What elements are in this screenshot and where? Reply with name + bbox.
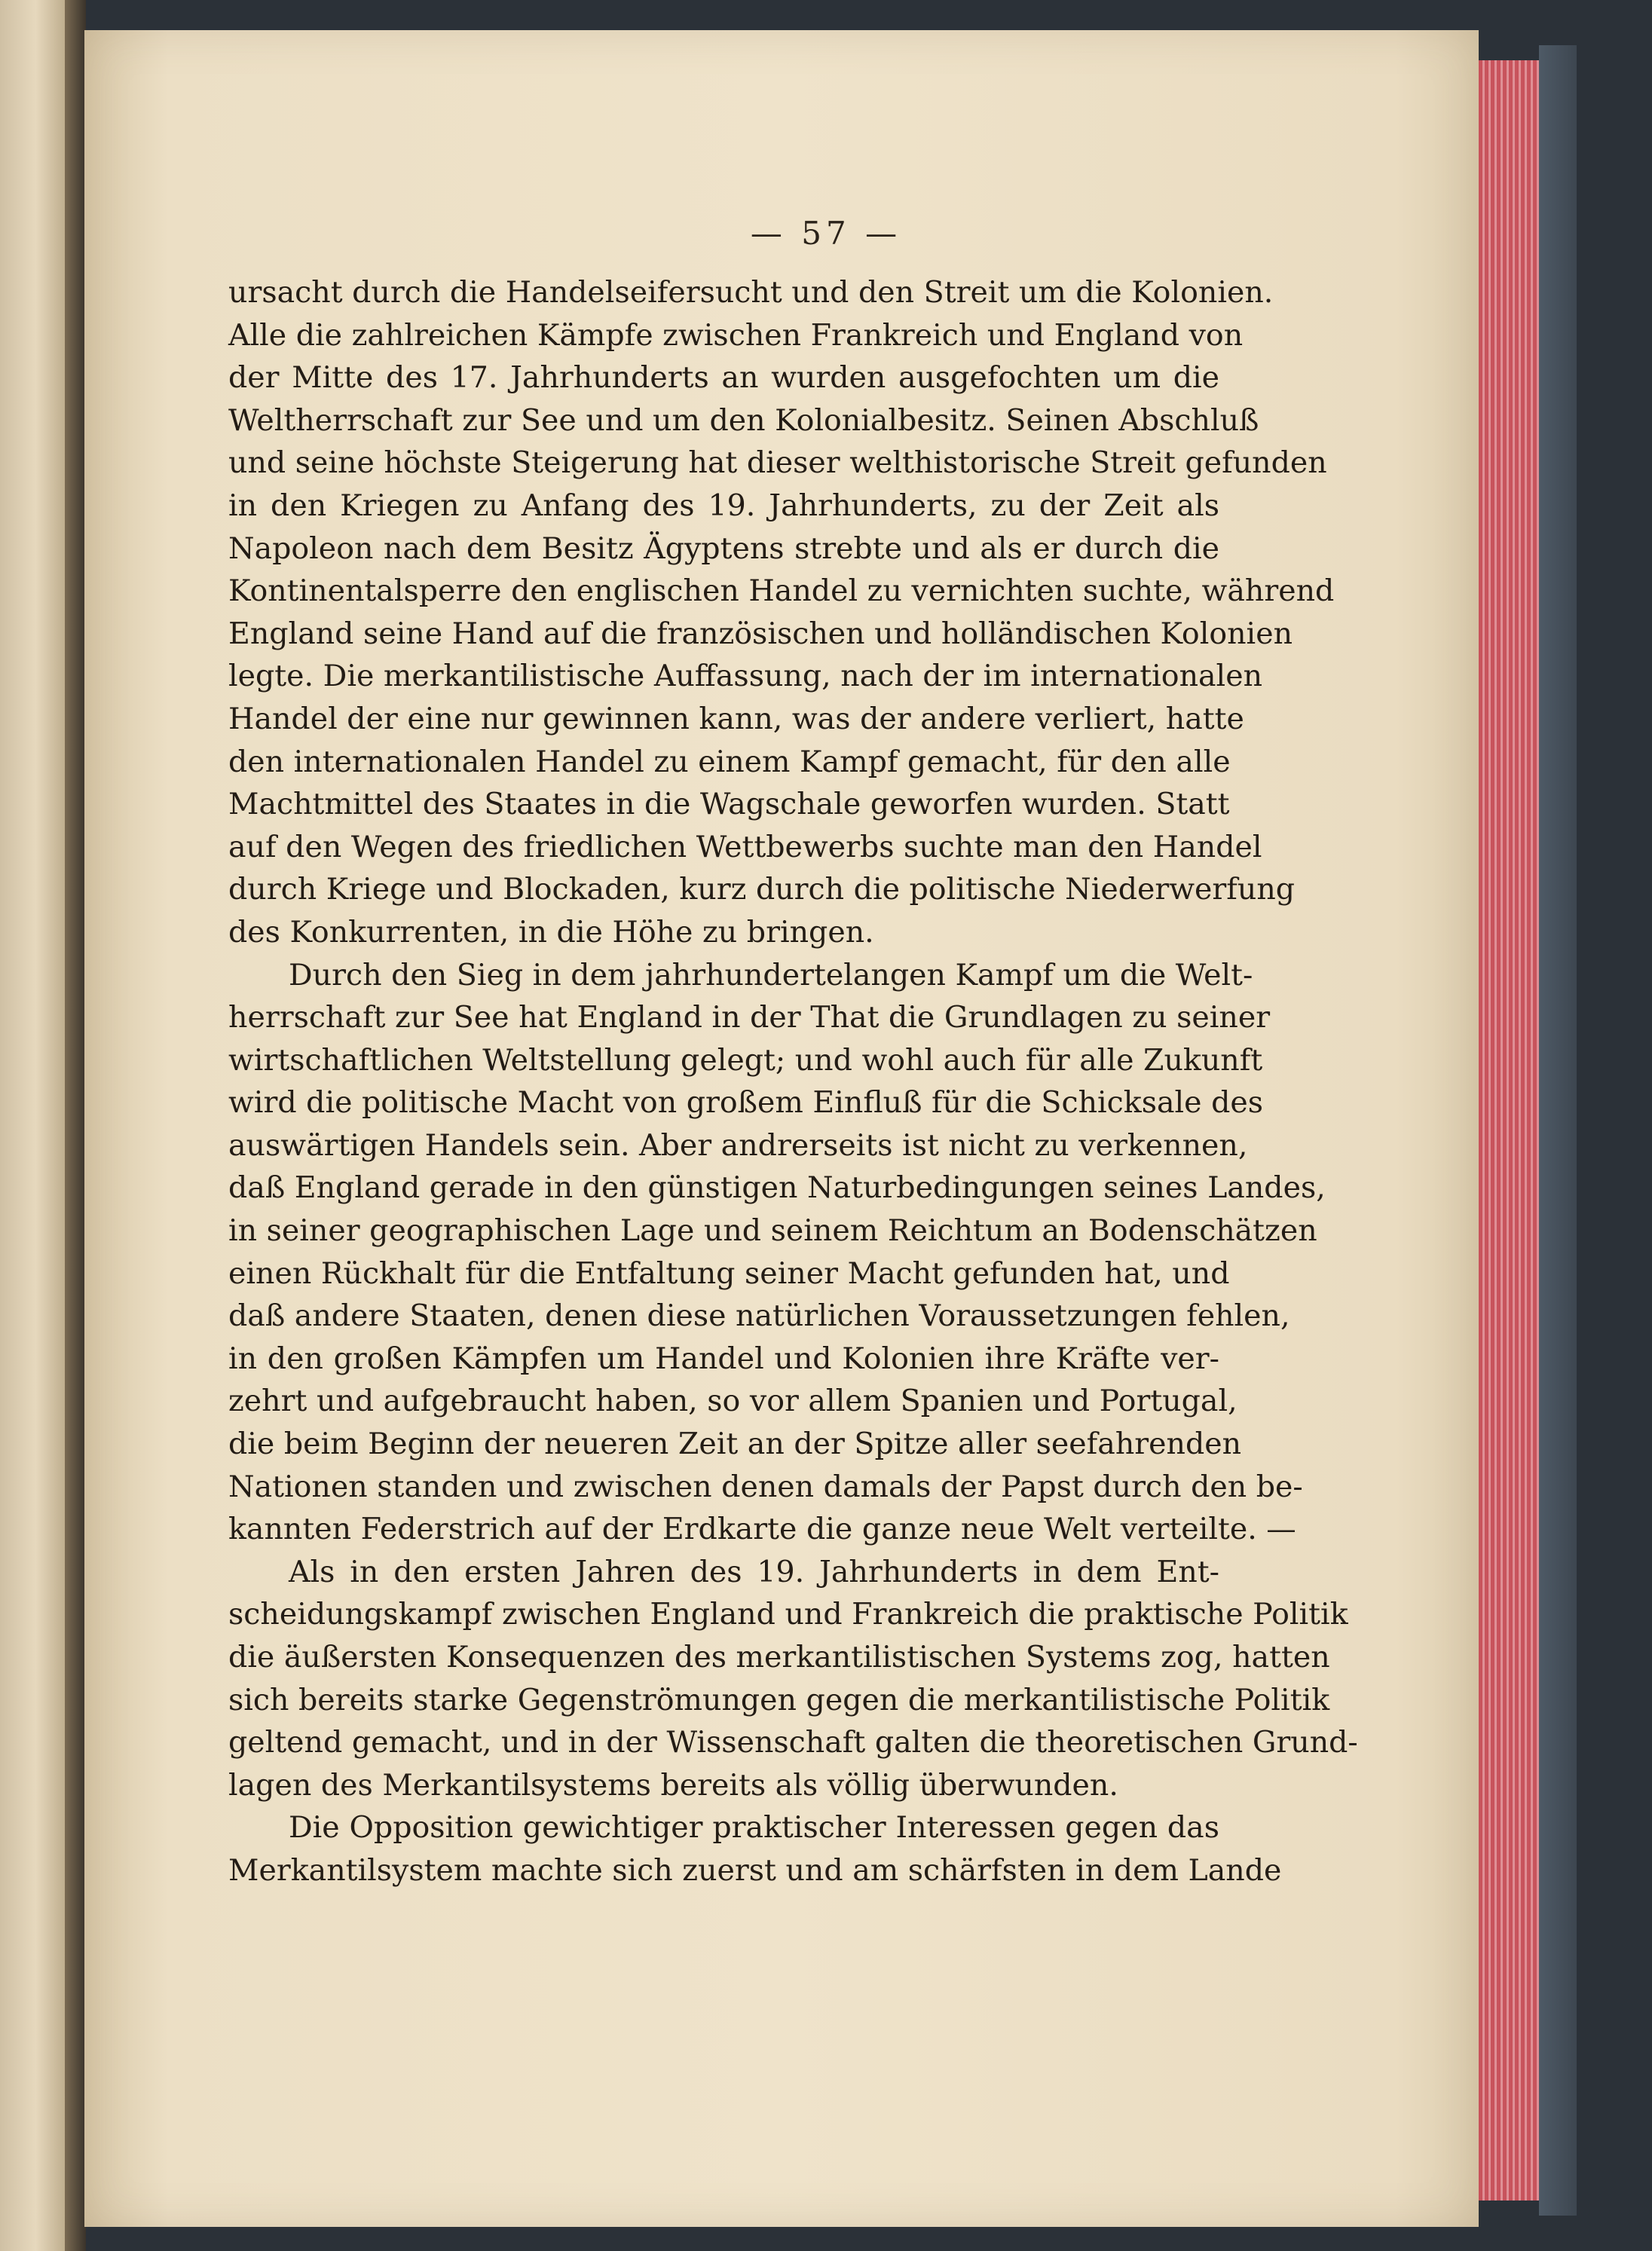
- text-line: legte. Die merkantilistische Auffassung, nach der im internationalen: [228, 659, 1263, 694]
- text-line: Durch den Sieg in dem jahrhundertelangen Kampf um die Welt-: [289, 957, 1253, 992]
- book-gutter: [65, 0, 86, 2251]
- text-line: in den großen Kämpfen um Handel und Kolonien ihre Kräfte ver-: [228, 1341, 1219, 1376]
- text-line: wird die politische Macht von großem Einfluß für die Schicksale des: [228, 1085, 1264, 1121]
- text-line: Machtmittel des Staates in die Wagschale geworfen wurden. Statt: [228, 787, 1230, 822]
- text-line: des Konkurrenten, in die Höhe zu bringen.: [228, 914, 874, 950]
- red-page-edges: [1479, 60, 1539, 2201]
- text-line: die beim Beginn der neueren Zeit an der Spitze aller seefahrenden: [228, 1427, 1242, 1462]
- text-line: scheidungskampf zwischen England und Frankreich die praktische Politik: [228, 1597, 1348, 1632]
- text-line: kannten Federstrich auf der Erdkarte die ganze neue Welt verteilte. —: [228, 1512, 1296, 1547]
- text-line: auswärtigen Handels sein. Aber andrerseits ist nicht zu verkennen,: [228, 1127, 1248, 1163]
- text-line: wirtschaftlichen Weltstellung gelegt; und wohl auch für alle Zukunft: [228, 1042, 1263, 1078]
- facing-page-edge: [0, 0, 65, 2251]
- text-line: sich bereits starke Gegenströmungen gegen die merkantilistische Politik: [228, 1682, 1330, 1717]
- text-line: lagen des Merkantilsystems bereits als völlig überwunden.: [228, 1767, 1118, 1803]
- text-line: Napoleon nach dem Besitz Ägyptens strebte und als er durch die: [228, 531, 1219, 566]
- text-line: einen Rückhalt für die Entfaltung seiner Macht gefunden hat, und: [228, 1255, 1230, 1291]
- book-cover-edge: [1539, 45, 1577, 2216]
- text-line: herrschaft zur See hat England in der That die Grundlagen zu seiner: [228, 1000, 1271, 1035]
- text-line: ursacht durch die Handelseifersucht und den Streit um die Kolonien.: [228, 275, 1274, 310]
- text-line: und seine höchste Steigerung hat dieser welthistorische Streit gefunden: [228, 445, 1327, 481]
- text-line: Kontinentalsperre den englischen Handel zu vernichten suchte, während: [228, 573, 1335, 609]
- text-line: die äußersten Konsequenzen des merkantilistischen Systems zog, hatten: [228, 1640, 1330, 1674]
- text-line: in den Kriegen zu Anfang des 19. Jahrhunderts, zu der Zeit als: [228, 488, 1219, 523]
- text-line: Als in den ersten Jahren des 19. Jahrhunderts in dem Ent-: [289, 1554, 1219, 1589]
- text-line: den internationalen Handel zu einem Kampf gemacht, für den alle: [228, 744, 1231, 779]
- text-line: Handel der eine nur gewinnen kann, was der andere verliert, hatte: [228, 701, 1244, 736]
- text-line: daß England gerade in den günstigen Naturbedingungen seines Landes,: [228, 1170, 1326, 1206]
- text-line: Weltherrschaft zur See und um den Kolonialbesitz. Seinen Abschluß: [228, 402, 1259, 438]
- page-number: — 57 —: [750, 215, 902, 252]
- body-text: [228, 271, 1358, 1892]
- text-line: geltend gemacht, und in der Wissenschaft galten die theoretischen Grund-: [228, 1725, 1358, 1760]
- text-line: England seine Hand auf die französischen und holländischen Kolonien: [228, 616, 1293, 651]
- text-line: auf den Wegen des friedlichen Wettbewerbs suchte man den Handel: [228, 829, 1262, 864]
- text-line: daß andere Staaten, denen diese natürlichen Voraussetzungen fehlen,: [228, 1298, 1290, 1334]
- text-line: durch Kriege und Blockaden, kurz durch die politische Niederwerfung: [228, 872, 1296, 907]
- text-line: Merkantilsystem machte sich zuerst und am schärfsten in dem Lande: [228, 1852, 1282, 1888]
- text-line: zehrt und aufgebraucht haben, so vor allem Spanien und Portugal,: [228, 1384, 1237, 1419]
- text-line: Alle die zahlreichen Kämpfe zwischen Frankreich und England von: [228, 317, 1244, 353]
- text-line: in seiner geographischen Lage und seinem Reichtum an Bodenschätzen: [228, 1213, 1317, 1249]
- text-line: Die Opposition gewichtiger praktischer Interessen gegen das: [289, 1810, 1219, 1846]
- text-line: Nationen standen und zwischen denen damals der Papst durch den be-: [228, 1469, 1303, 1504]
- text-line: der Mitte des 17. Jahrhunderts an wurden ausgefochten um die: [228, 360, 1219, 396]
